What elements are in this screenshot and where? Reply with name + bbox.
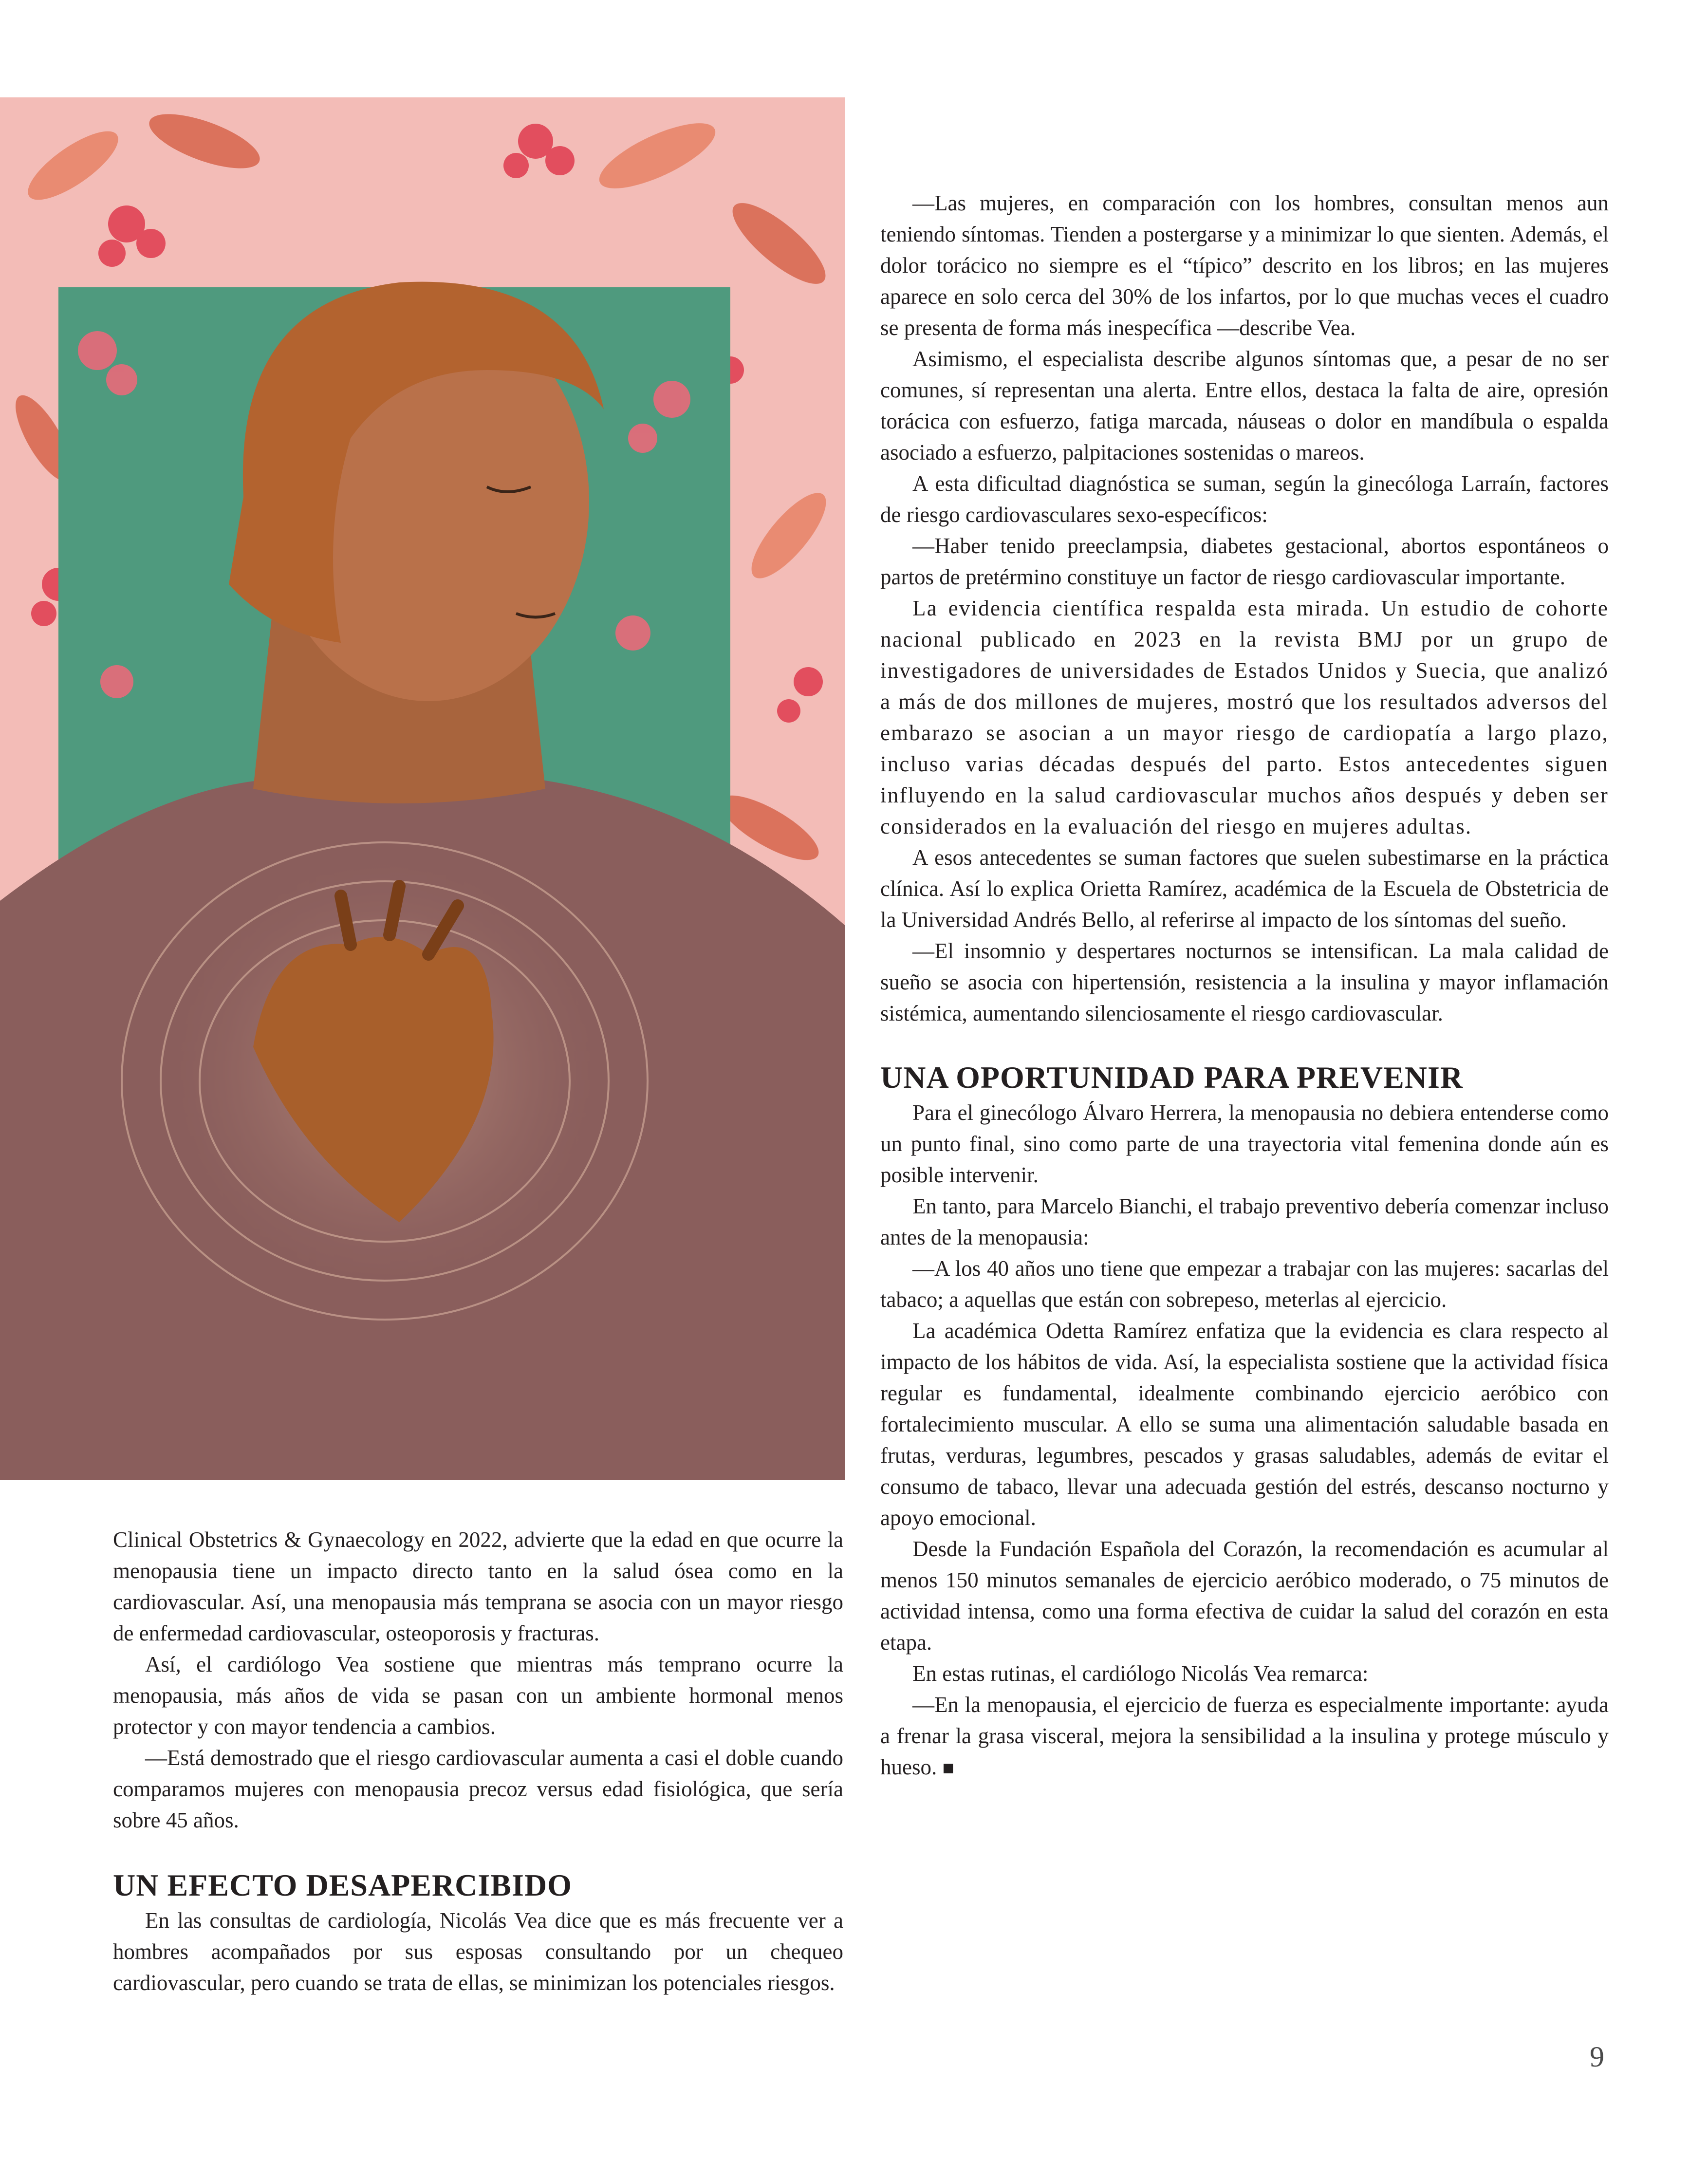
paragraph: —Las mujeres, en comparación con los hombres, consultan menos aun teniendo síntomas. Tienden a postergarse y a minimizar lo que sienten. Además, el dolor torácico no siempre es el “típico” descrito en los libros; en las mujeres aparece en solo cerca del 30% de los infartos, por lo que muchas veces el cuadro se presenta de forma más inespecífica —describe Vea. xyxy=(880,191,1609,340)
paragraph: —El insomnio y despertares nocturnos se intensifican. La mala calidad de sueño se asocia con hipertensión, resistencia a la insulina y mayor inflamación sistémica, aumentando silenciosamente el riesgo cardiovascular. xyxy=(880,939,1609,1025)
paragraph: —A los 40 años uno tiene que empezar a trabajar con las mujeres: sacarlas del tabaco; a aquellas que están con sobrepeso, meterlas al ejercicio. xyxy=(880,1256,1609,1312)
end-mark: ■ xyxy=(942,1757,954,1779)
paragraph: Clinical Obstetrics & Gynaecology en 2022, advierte que la edad en que ocurre la menopausia tiene un impacto directo tanto en la salud ósea como en la cardiovascular. Así, una menopausia más temprana se asocia con un mayor riesgo de enfermedad cardiovascular, osteoporosis y fracturas. xyxy=(113,1527,843,1645)
paragraph: La evidencia científica respalda esta mirada. Un estudio de cohorte nacional publicado en 2023 en la revista BMJ por un grupo de investigadores de universidades de Estados Unidos y Suecia, que analizó a más de dos millones de mujeres, mostró que los resultados adversos del embarazo se asocian a un mayor riesgo de cardiopatía a largo plazo, incluso varias décadas después del parto. Estos antecedentes siguen influyendo en la salud cardiovascular muchos años después y deben ser considerados en la evaluación del riesgo en mujeres adultas. xyxy=(880,596,1609,838)
woman-heart-illustration xyxy=(0,97,845,1480)
page-number: 9 xyxy=(1590,2041,1604,2073)
paragraph: En estas rutinas, el cardiólogo Nicolás Vea remarca: xyxy=(912,1661,1369,1686)
paragraph: A esos antecedentes se suman factores que suelen subestimarse en la práctica clínica. Así lo explica Orietta Ramírez, académica de la Escuela de Obstetricia de la Universidad Andrés Bello, al referirse al impacto de los síntomas del sueño. xyxy=(880,845,1609,932)
paragraph: Así, el cardiólogo Vea sostiene que mientras más temprano ocurre la menopausia, más años de vida se pasan con un ambiente hormonal menos protector y con mayor tendencia a cambios. xyxy=(113,1652,843,1739)
paragraph: La académica Odetta Ramírez enfatiza que la evidencia es clara respecto al impacto de los hábitos de vida. Así, la especialista sostiene que la actividad física regular es fundamental, idealmente combinando ejercicio aeróbico con fortalecimiento muscular. A ello se suma una alimentación saludable basada en frutas, verduras, legumbres, pescados y grasas saludables, además de evitar el consumo de tabaco, llevar una adecuada gestión del estrés, descanso nocturno y apoyo emocional. xyxy=(880,1319,1609,1530)
paragraph-text: —En la menopausia, el ejercicio de fuerza es especialmente importante: ayuda a frenar la grasa visceral, mejora la sensibilidad a la insulina y protege músculo y hueso. xyxy=(880,1693,1609,1779)
paragraph: A esta dificultad diagnóstica se suman, según la ginecóloga Larraín, factores de riesgo cardiovasculares sexo-específicos: xyxy=(880,471,1609,527)
section-heading: UNA OPORTUNIDAD PARA PREVENIR xyxy=(880,1060,1464,1095)
paragraph: Asimismo, el especialista describe algunos síntomas que, a pesar de no ser comunes, sí representan una alerta. Entre ellos, destaca la falta de aire, opresión torácica con esfuerzo, fatiga marcada, náuseas o dolor en mandíbula o espalda asociado a esfuerzo, palpitaciones sostenidas o mareos. xyxy=(880,347,1609,465)
paragraph: En las consultas de cardiología, Nicolás Vea dice que es más frecuente ver a hombres acompañados por sus esposas consultando por un chequeo cardiovascular, pero cuando se trata de ellas, se minimizan los potenciales riesgos. xyxy=(113,1908,843,1995)
paragraph: En tanto, para Marcelo Bianchi, el trabajo preventivo debería comenzar incluso antes de la menopausia: xyxy=(880,1194,1609,1249)
section-heading: UN EFECTO DESAPERCIBIDO xyxy=(113,1868,572,1902)
left-column xyxy=(113,1524,843,1998)
paragraph: Para el ginecólogo Álvaro Herrera, la menopausia no debiera entenderse como un punto final, sino como parte de una trayectoria vital femenina donde aún es posible intervenir. xyxy=(880,1100,1609,1187)
paragraph-last xyxy=(880,1689,1609,1784)
paragraph: —Haber tenido preeclampsia, diabetes gestacional, abortos espontáneos o partos de pretérmino constituye un factor de riesgo cardiovascular importante. xyxy=(880,534,1609,589)
right-column xyxy=(880,187,1609,1784)
paragraph: —Está demostrado que el riesgo cardiovascular aumenta a casi el doble cuando comparamos mujeres con menopausia precoz versus edad fisiológica, que sería sobre 45 años. xyxy=(113,1746,843,1832)
paragraph: Desde la Fundación Española del Corazón, la recomendación es acumular al menos 150 minutos semanales de ejercicio aeróbico moderado, o 75 minutos de actividad intensa, como una forma efectiva de cuidar la salud del corazón en esta etapa. xyxy=(880,1537,1609,1655)
